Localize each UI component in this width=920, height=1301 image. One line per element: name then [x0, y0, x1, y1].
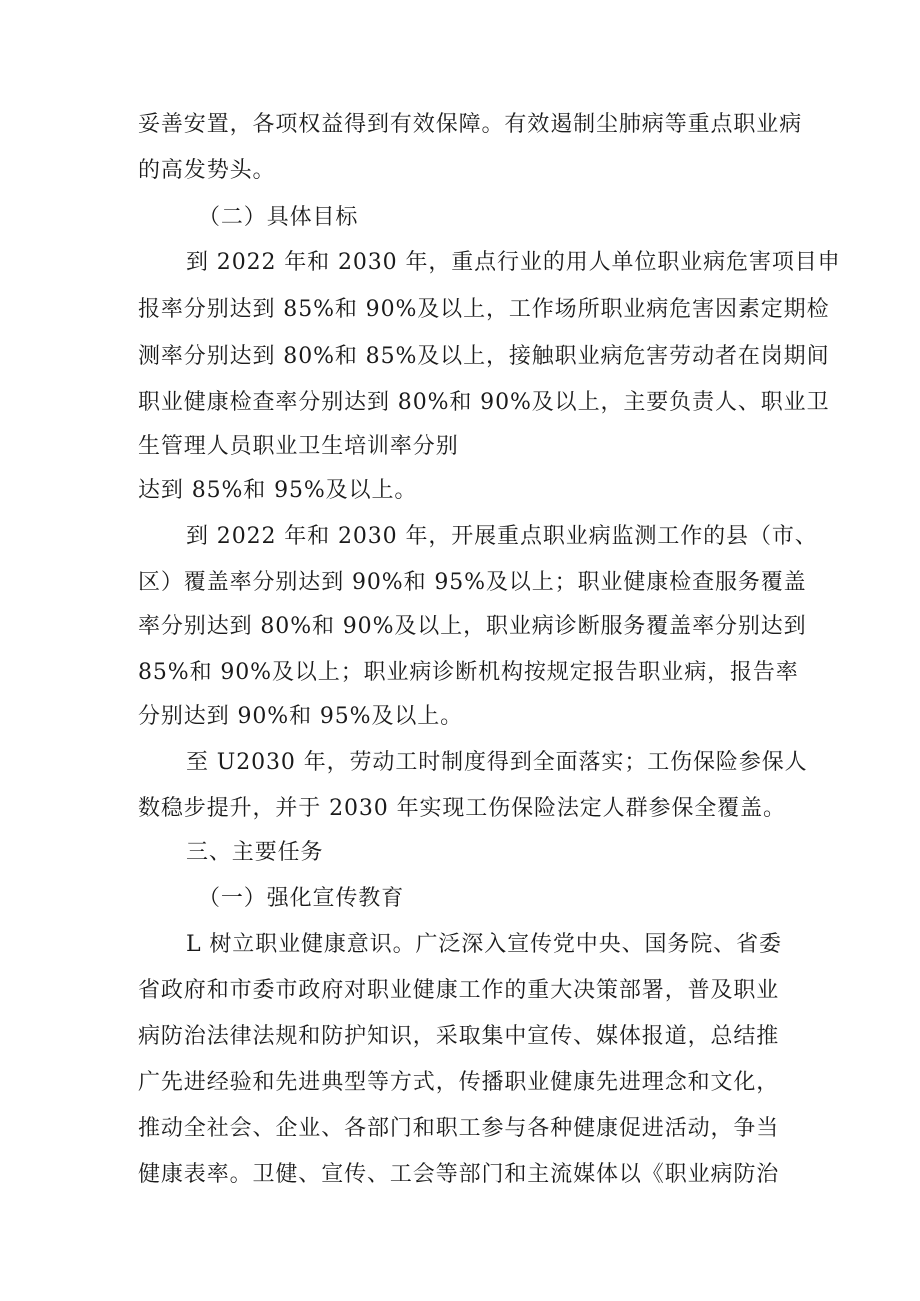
text-line-4: 到 2022 年和 2030 年，重点行业的用人单位职业病危害项目申	[186, 250, 841, 275]
text-line-7: 职业健康检查率分别达到 80%和 90%及以上，主要负责人、职业卫	[138, 390, 830, 415]
section-heading-main-tasks: 三、主要任务	[186, 840, 324, 865]
text-line-2: 的高发势头。	[138, 158, 276, 183]
text-line-19: L 树立职业健康意识。广泛深入宣传党中央、国务院、省委	[186, 932, 782, 957]
text-line-12: 率分别达到 80%和 90%及以上，职业病诊断服务覆盖率分别达到	[138, 614, 807, 639]
text-line-9: 达到 85%和 95%及以上。	[138, 478, 418, 503]
text-line-14: 分别达到 90%和 95%及以上。	[138, 704, 464, 729]
text-line-11: 区）覆盖率分别达到 90%和 95%及以上；职业健康检查服务覆盖	[138, 570, 807, 595]
text-line-5: 报率分别达到 85%和 90%及以上，工作场所职业病危害因素定期检	[138, 297, 830, 322]
text-line-23: 推动全社会、企业、各部门和职工参与各种健康促进活动，争当	[138, 1116, 780, 1141]
text-line-10: 到 2022 年和 2030 年，开展重点职业病监测工作的县（市、	[186, 524, 818, 549]
text-line-15: 至 U2030 年，劳动工时制度得到全面落实；工伤保险参保人	[186, 750, 808, 775]
text-line-24: 健康表率。卫健、宣传、工会等部门和主流媒体以《职业病防治	[138, 1162, 780, 1187]
text-line-22: 广先进经验和先进典型等方式，传播职业健康先进理念和文化，	[138, 1070, 780, 1095]
text-line-20: 省政府和市委市政府对职业健康工作的重大决策部署，普及职业	[138, 978, 780, 1003]
subsection-heading-publicity-education: （一）强化宣传教育	[198, 886, 405, 911]
text-line-6: 测率分别达到 80%和 85%及以上，接触职业病危害劳动者在岗期间	[138, 344, 830, 369]
section-heading-specific-goals: （二）具体目标	[198, 205, 359, 230]
text-line-21: 病防治法律法规和防护知识，采取集中宣传、媒体报道，总结推	[138, 1024, 780, 1049]
text-line-1: 妥善安置，各项权益得到有效保障。有效遏制尘肺病等重点职业病	[138, 112, 803, 137]
text-line-13: 85%和 90%及以上；职业病诊断机构按规定报告职业病，报告率	[138, 660, 799, 685]
text-line-8: 生管理人员职业卫生培训率分别	[138, 434, 459, 459]
text-line-16: 数稳步提升，并于 2030 年实现工伤保险法定人群参保全覆盖。	[138, 796, 786, 821]
